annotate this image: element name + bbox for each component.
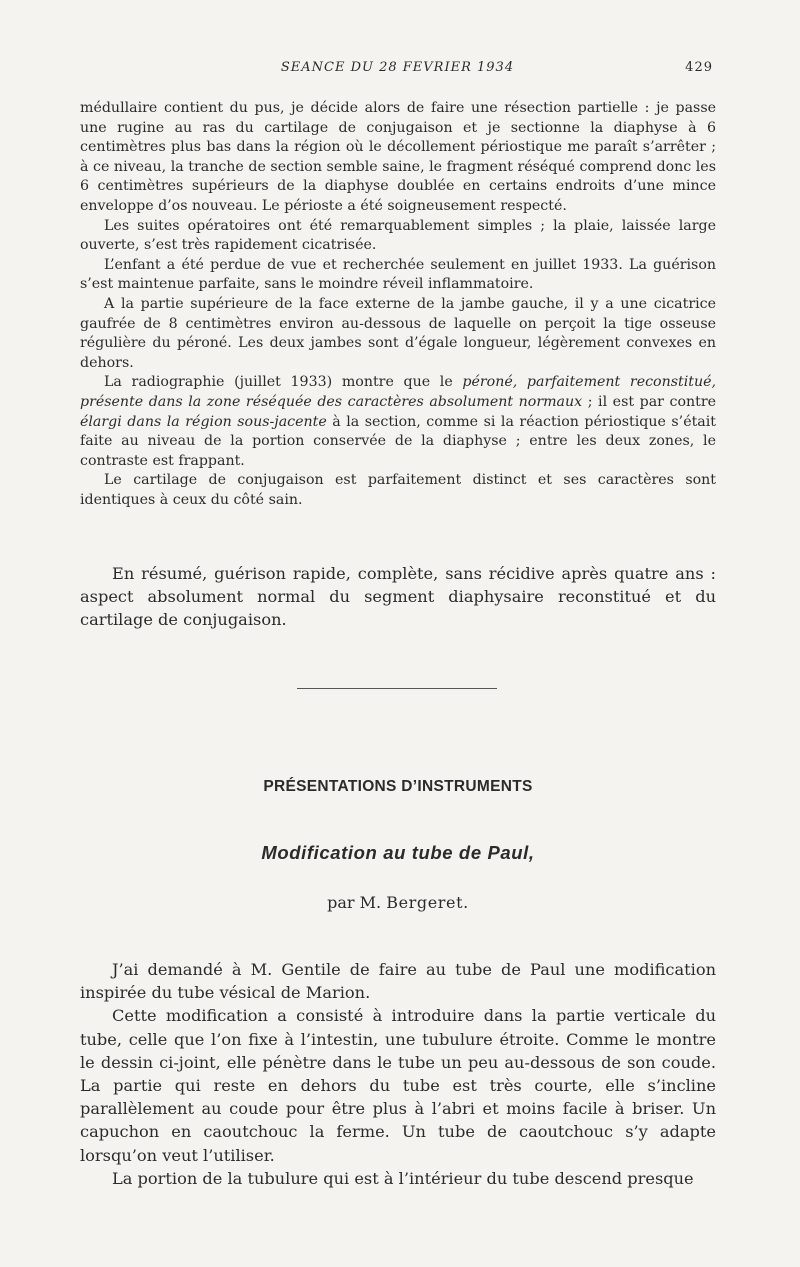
page-number: 429 — [685, 60, 713, 75]
radiography-paragraph — [80, 373, 716, 471]
article-title: Modification au tube de Paul, — [261, 842, 535, 863]
case-report — [80, 99, 716, 510]
running-header — [80, 60, 715, 82]
article-paragraph-1: J’ai demandé à M. Gentile de faire au tube de Paul une modification inspirée du tube vésical de Marion. — [80, 960, 716, 1003]
case-paragraph-4: A la partie supérieure de la face externe de la jambe gauche, il y a une cicatrice gaufrée de 8 centimètres environ au-dessous de laquelle on perçoit la tige osseuse régulière du péroné. Les deux jambes sont d’égale longueur, légèrement convexes en dehors. — [80, 295, 716, 371]
byline-author: Bergeret. — [386, 893, 469, 912]
radio-emphasis: péroné, parfaitement reconstitué, présente dans la zone réséquée des caractères absolument normaux — [80, 374, 716, 410]
case-paragraph-1: médullaire contient du pus, je décide alors de faire une résection partielle : je passe une rugine au ras du cartilage de conjugaison et je sectionne la diaphyse à 6 centimètres plus bas dans la région où le décollement périostique me paraît s’arrêter ; à ce niveau, la tranche de section semble saine, le fragment réséqué comprend donc les 6 centimètres supérieurs de la diaphyse doublée en certains endroits d’une mince enveloppe d’os nouveau. Le périoste a été soigneusement respecté. — [80, 100, 716, 214]
section-divider — [297, 688, 497, 689]
case-paragraph-3: L’enfant a été perdue de vue et recherchée seulement en juillet 1933. La guérison s’est maintenue parfaite, sans le moindre réveil inflammatoire. — [80, 256, 716, 293]
summary-paragraph: En résumé, guérison rapide, complète, sans récidive après quatre ans : aspect absolument normal du segment diaphysaire reconstitué et du cartilage de conjugaison. — [80, 564, 716, 630]
radio-tail: à la section, comme si la réaction périostique s’était faite au niveau de la portion conservée de la diaphyse ; entre les deux zones, le contraste est frappant. — [80, 413, 716, 469]
article-body — [80, 958, 716, 1190]
radio-middle: ; il est par contre — [582, 393, 717, 410]
section-heading: PRÉSENTATIONS D’INSTRUMENTS — [263, 778, 533, 795]
article-byline — [80, 893, 716, 912]
case-paragraph-2: Les suites opératoires ont été remarquablement simples ; la plaie, laissée large ouverte, s’est très rapidement cicatrisée. — [80, 217, 716, 254]
article-paragraph-3: La portion de la tubulure qui est à l’intérieur du tube descend presque — [112, 1168, 694, 1188]
summary-block — [80, 562, 716, 632]
running-title: SEANCE DU 28 FEVRIER 1934 — [280, 60, 515, 75]
cartilage-paragraph: Le cartilage de conjugaison est parfaitement distinct et ses caractères sont identiques à ceux du côté sain. — [80, 472, 716, 508]
byline-prefix: par M. — [327, 893, 382, 912]
radio-emphasis-2: élargi dans la région sous-jacente — [80, 413, 327, 430]
radio-lead: La radiographie (juillet 1933) montre que le — [104, 374, 463, 391]
article-paragraph-2: Cette modification a consisté à introduire dans la partie verticale du tube, celle que l’on fixe à l’intestin, une tubulure étroite. Comme le montre le dessin ci-joint, elle pénètre dans le tube un peu au-dessous de son coude. La partie qui reste en dehors du tube est très courte, elle s’incline parallèlement au coude pour être plus à l’abri et moins facile à briser. Un capuchon en caoutchouc la ferme. Un tube de caoutchouc s’y adapte lorsqu’on veut l’utiliser. — [80, 1006, 716, 1165]
